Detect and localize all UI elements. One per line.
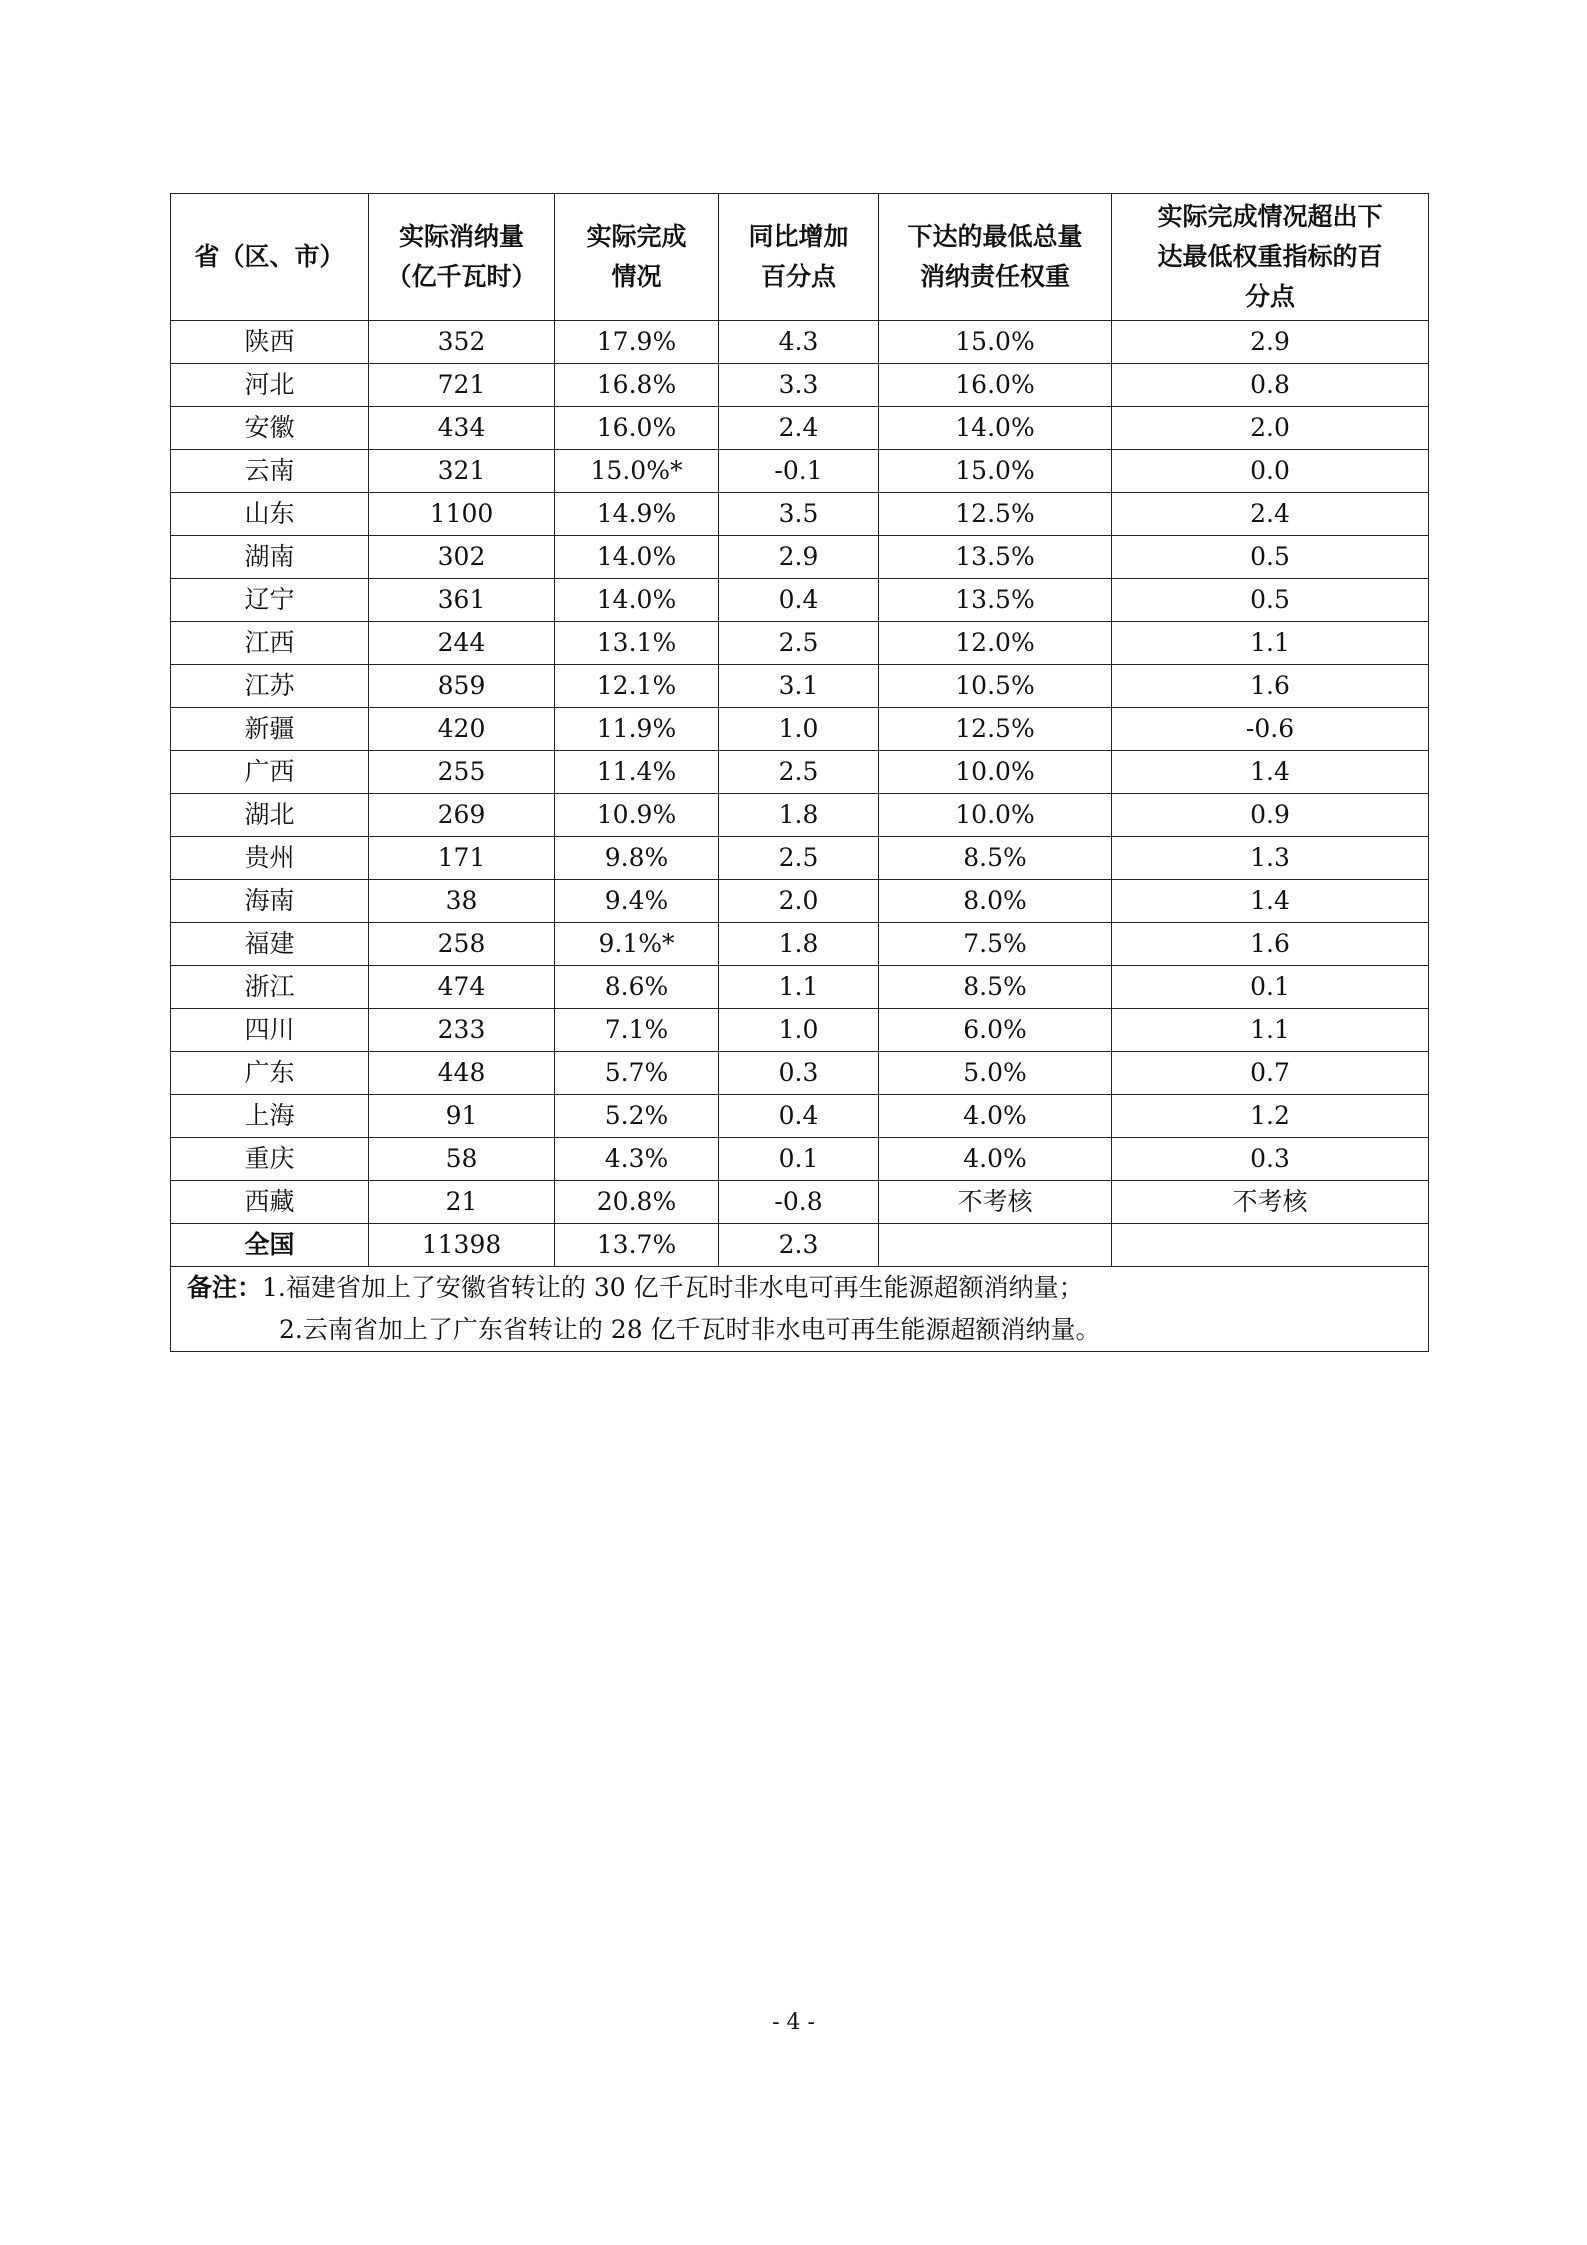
cell-min-weight: 12.5%: [879, 708, 1112, 751]
table-row: [171, 1009, 1429, 1052]
table-row: [171, 880, 1429, 923]
cell-yoy: 0.1: [719, 1138, 879, 1181]
cell-min-weight: 15.0%: [879, 450, 1112, 493]
cell-completion: 8.6%: [555, 966, 719, 1009]
cell-province: 辽宁: [171, 579, 369, 622]
cell-completion: 5.2%: [555, 1095, 719, 1138]
total-cell-exceed: [1112, 1224, 1429, 1267]
cell-yoy: 1.0: [719, 708, 879, 751]
cell-yoy: 2.0: [719, 880, 879, 923]
cell-yoy: 1.8: [719, 794, 879, 837]
cell-consumption: 420: [369, 708, 555, 751]
cell-yoy: 3.5: [719, 493, 879, 536]
cell-min-weight: 8.0%: [879, 880, 1112, 923]
table-row: [171, 450, 1429, 493]
table-row: [171, 407, 1429, 450]
cell-province: 江西: [171, 622, 369, 665]
cell-yoy: 0.4: [719, 579, 879, 622]
cell-exceed: 1.4: [1112, 751, 1429, 794]
table-header-row: [171, 194, 1429, 321]
cell-yoy: 1.8: [719, 923, 879, 966]
cell-completion: 14.0%: [555, 579, 719, 622]
header-actual-completion: 实际完成 情况: [555, 194, 719, 321]
table-row-total: [171, 1224, 1429, 1267]
table-row: [171, 364, 1429, 407]
cell-completion: 12.1%: [555, 665, 719, 708]
table-row: [171, 665, 1429, 708]
cell-completion: 7.1%: [555, 1009, 719, 1052]
cell-completion: 11.9%: [555, 708, 719, 751]
cell-min-weight: 10.5%: [879, 665, 1112, 708]
cell-exceed: 0.5: [1112, 579, 1429, 622]
cell-yoy: 2.5: [719, 622, 879, 665]
cell-completion: 16.0%: [555, 407, 719, 450]
cell-yoy: 2.4: [719, 407, 879, 450]
cell-province: 浙江: [171, 966, 369, 1009]
cell-province: 福建: [171, 923, 369, 966]
header-minimum-weight: 下达的最低总量 消纳责任权重: [879, 194, 1112, 321]
page-number: - 4 -: [772, 2010, 815, 2035]
cell-consumption: 171: [369, 837, 555, 880]
cell-min-weight: 6.0%: [879, 1009, 1112, 1052]
cell-min-weight: 12.5%: [879, 493, 1112, 536]
cell-province: 云南: [171, 450, 369, 493]
cell-yoy: -0.8: [719, 1181, 879, 1224]
consumption-table: [170, 193, 1429, 1352]
cell-min-weight: 10.0%: [879, 751, 1112, 794]
cell-completion: 14.9%: [555, 493, 719, 536]
cell-min-weight: 13.5%: [879, 536, 1112, 579]
cell-completion: 5.7%: [555, 1052, 719, 1095]
cell-min-weight: 8.5%: [879, 837, 1112, 880]
cell-yoy: 1.0: [719, 1009, 879, 1052]
cell-exceed: 2.9: [1112, 321, 1429, 364]
note-label: 备注：: [187, 1273, 263, 1302]
cell-province: 山东: [171, 493, 369, 536]
table-row: [171, 1181, 1429, 1224]
cell-completion: 9.8%: [555, 837, 719, 880]
cell-exceed: 2.4: [1112, 493, 1429, 536]
header-exceed-points: 实际完成情况超出下 达最低权重指标的百 分点: [1112, 194, 1429, 321]
cell-exceed: 2.0: [1112, 407, 1429, 450]
cell-exceed: 1.1: [1112, 1009, 1429, 1052]
cell-yoy: 2.9: [719, 536, 879, 579]
header-province: 省（区、市）: [171, 194, 369, 321]
total-cell-yoy: 2.3: [719, 1224, 879, 1267]
cell-consumption: 255: [369, 751, 555, 794]
cell-min-weight: 不考核: [879, 1181, 1112, 1224]
cell-completion: 4.3%: [555, 1138, 719, 1181]
cell-exceed: 0.5: [1112, 536, 1429, 579]
cell-exceed: 0.0: [1112, 450, 1429, 493]
cell-exceed: 1.3: [1112, 837, 1429, 880]
table-row: [171, 794, 1429, 837]
cell-min-weight: 15.0%: [879, 321, 1112, 364]
cell-exceed: 1.1: [1112, 622, 1429, 665]
cell-yoy: -0.1: [719, 450, 879, 493]
cell-exceed: 0.1: [1112, 966, 1429, 1009]
table-row: [171, 1052, 1429, 1095]
cell-exceed: 1.2: [1112, 1095, 1429, 1138]
cell-min-weight: 16.0%: [879, 364, 1112, 407]
cell-min-weight: 4.0%: [879, 1138, 1112, 1181]
table-row: [171, 837, 1429, 880]
cell-consumption: 352: [369, 321, 555, 364]
cell-min-weight: 4.0%: [879, 1095, 1112, 1138]
total-cell-min-weight: [879, 1224, 1112, 1267]
cell-consumption: 58: [369, 1138, 555, 1181]
cell-consumption: 859: [369, 665, 555, 708]
cell-consumption: 321: [369, 450, 555, 493]
cell-province: 陕西: [171, 321, 369, 364]
table-row: [171, 923, 1429, 966]
cell-consumption: 91: [369, 1095, 555, 1138]
cell-province: 安徽: [171, 407, 369, 450]
cell-province: 贵州: [171, 837, 369, 880]
cell-province: 四川: [171, 1009, 369, 1052]
cell-exceed: -0.6: [1112, 708, 1429, 751]
cell-yoy: 3.1: [719, 665, 879, 708]
cell-completion: 9.4%: [555, 880, 719, 923]
cell-consumption: 361: [369, 579, 555, 622]
cell-consumption: 434: [369, 407, 555, 450]
cell-province: 上海: [171, 1095, 369, 1138]
cell-consumption: 302: [369, 536, 555, 579]
cell-consumption: 1100: [369, 493, 555, 536]
cell-min-weight: 8.5%: [879, 966, 1112, 1009]
cell-completion: 20.8%: [555, 1181, 719, 1224]
cell-yoy: 4.3: [719, 321, 879, 364]
cell-exceed: 0.3: [1112, 1138, 1429, 1181]
cell-exceed: 1.6: [1112, 923, 1429, 966]
cell-exceed: 0.7: [1112, 1052, 1429, 1095]
cell-min-weight: 14.0%: [879, 407, 1112, 450]
cell-consumption: 38: [369, 880, 555, 923]
cell-province: 新疆: [171, 708, 369, 751]
table-row: [171, 321, 1429, 364]
header-actual-consumption: 实际消纳量 （亿千瓦时）: [369, 194, 555, 321]
cell-province: 湖北: [171, 794, 369, 837]
cell-exceed: 0.8: [1112, 364, 1429, 407]
note-text-1: 1.福建省加上了安徽省转让的 30 亿千瓦时非水电可再生能源超额消纳量；: [262, 1273, 1084, 1302]
table-note-row: [171, 1267, 1429, 1352]
total-cell-consumption: 11398: [369, 1224, 555, 1267]
cell-province: 西藏: [171, 1181, 369, 1224]
cell-consumption: 244: [369, 622, 555, 665]
table-row: [171, 579, 1429, 622]
cell-completion: 15.0%*: [555, 450, 719, 493]
cell-yoy: 3.3: [719, 364, 879, 407]
table-body: [171, 321, 1429, 1352]
table-row: [171, 751, 1429, 794]
cell-exceed: 0.9: [1112, 794, 1429, 837]
cell-province: 广东: [171, 1052, 369, 1095]
table-row: [171, 493, 1429, 536]
cell-min-weight: 5.0%: [879, 1052, 1112, 1095]
cell-completion: 16.8%: [555, 364, 719, 407]
cell-consumption: 258: [369, 923, 555, 966]
note-line-1: [187, 1267, 1428, 1309]
cell-min-weight: 12.0%: [879, 622, 1112, 665]
cell-province: 江苏: [171, 665, 369, 708]
table-row: [171, 708, 1429, 751]
cell-province: 重庆: [171, 1138, 369, 1181]
cell-province: 海南: [171, 880, 369, 923]
cell-consumption: 474: [369, 966, 555, 1009]
cell-min-weight: 13.5%: [879, 579, 1112, 622]
cell-exceed: 1.6: [1112, 665, 1429, 708]
cell-province: 广西: [171, 751, 369, 794]
cell-min-weight: 10.0%: [879, 794, 1112, 837]
cell-yoy: 0.4: [719, 1095, 879, 1138]
cell-completion: 11.4%: [555, 751, 719, 794]
cell-completion: 10.9%: [555, 794, 719, 837]
note-cell: [171, 1267, 1429, 1352]
cell-consumption: 269: [369, 794, 555, 837]
cell-yoy: 2.5: [719, 837, 879, 880]
total-cell-province: 全国: [171, 1224, 369, 1267]
cell-consumption: 721: [369, 364, 555, 407]
cell-consumption: 21: [369, 1181, 555, 1224]
cell-completion: 9.1%*: [555, 923, 719, 966]
table-row: [171, 1095, 1429, 1138]
table-row: [171, 1138, 1429, 1181]
table-row: [171, 536, 1429, 579]
cell-min-weight: 7.5%: [879, 923, 1112, 966]
cell-exceed: 不考核: [1112, 1181, 1429, 1224]
cell-exceed: 1.4: [1112, 880, 1429, 923]
cell-consumption: 233: [369, 1009, 555, 1052]
cell-completion: 14.0%: [555, 536, 719, 579]
cell-yoy: 0.3: [719, 1052, 879, 1095]
cell-yoy: 1.1: [719, 966, 879, 1009]
table-row: [171, 622, 1429, 665]
cell-province: 河北: [171, 364, 369, 407]
cell-province: 湖南: [171, 536, 369, 579]
cell-yoy: 2.5: [719, 751, 879, 794]
cell-completion: 13.1%: [555, 622, 719, 665]
header-yoy-increase: 同比增加 百分点: [719, 194, 879, 321]
cell-consumption: 448: [369, 1052, 555, 1095]
table-row: [171, 966, 1429, 1009]
cell-completion: 17.9%: [555, 321, 719, 364]
total-cell-completion: 13.7%: [555, 1224, 719, 1267]
note-text-2: 2.云南省加上了广东省转让的 28 亿千瓦时非水电可再生能源超额消纳量。: [279, 1315, 1101, 1344]
